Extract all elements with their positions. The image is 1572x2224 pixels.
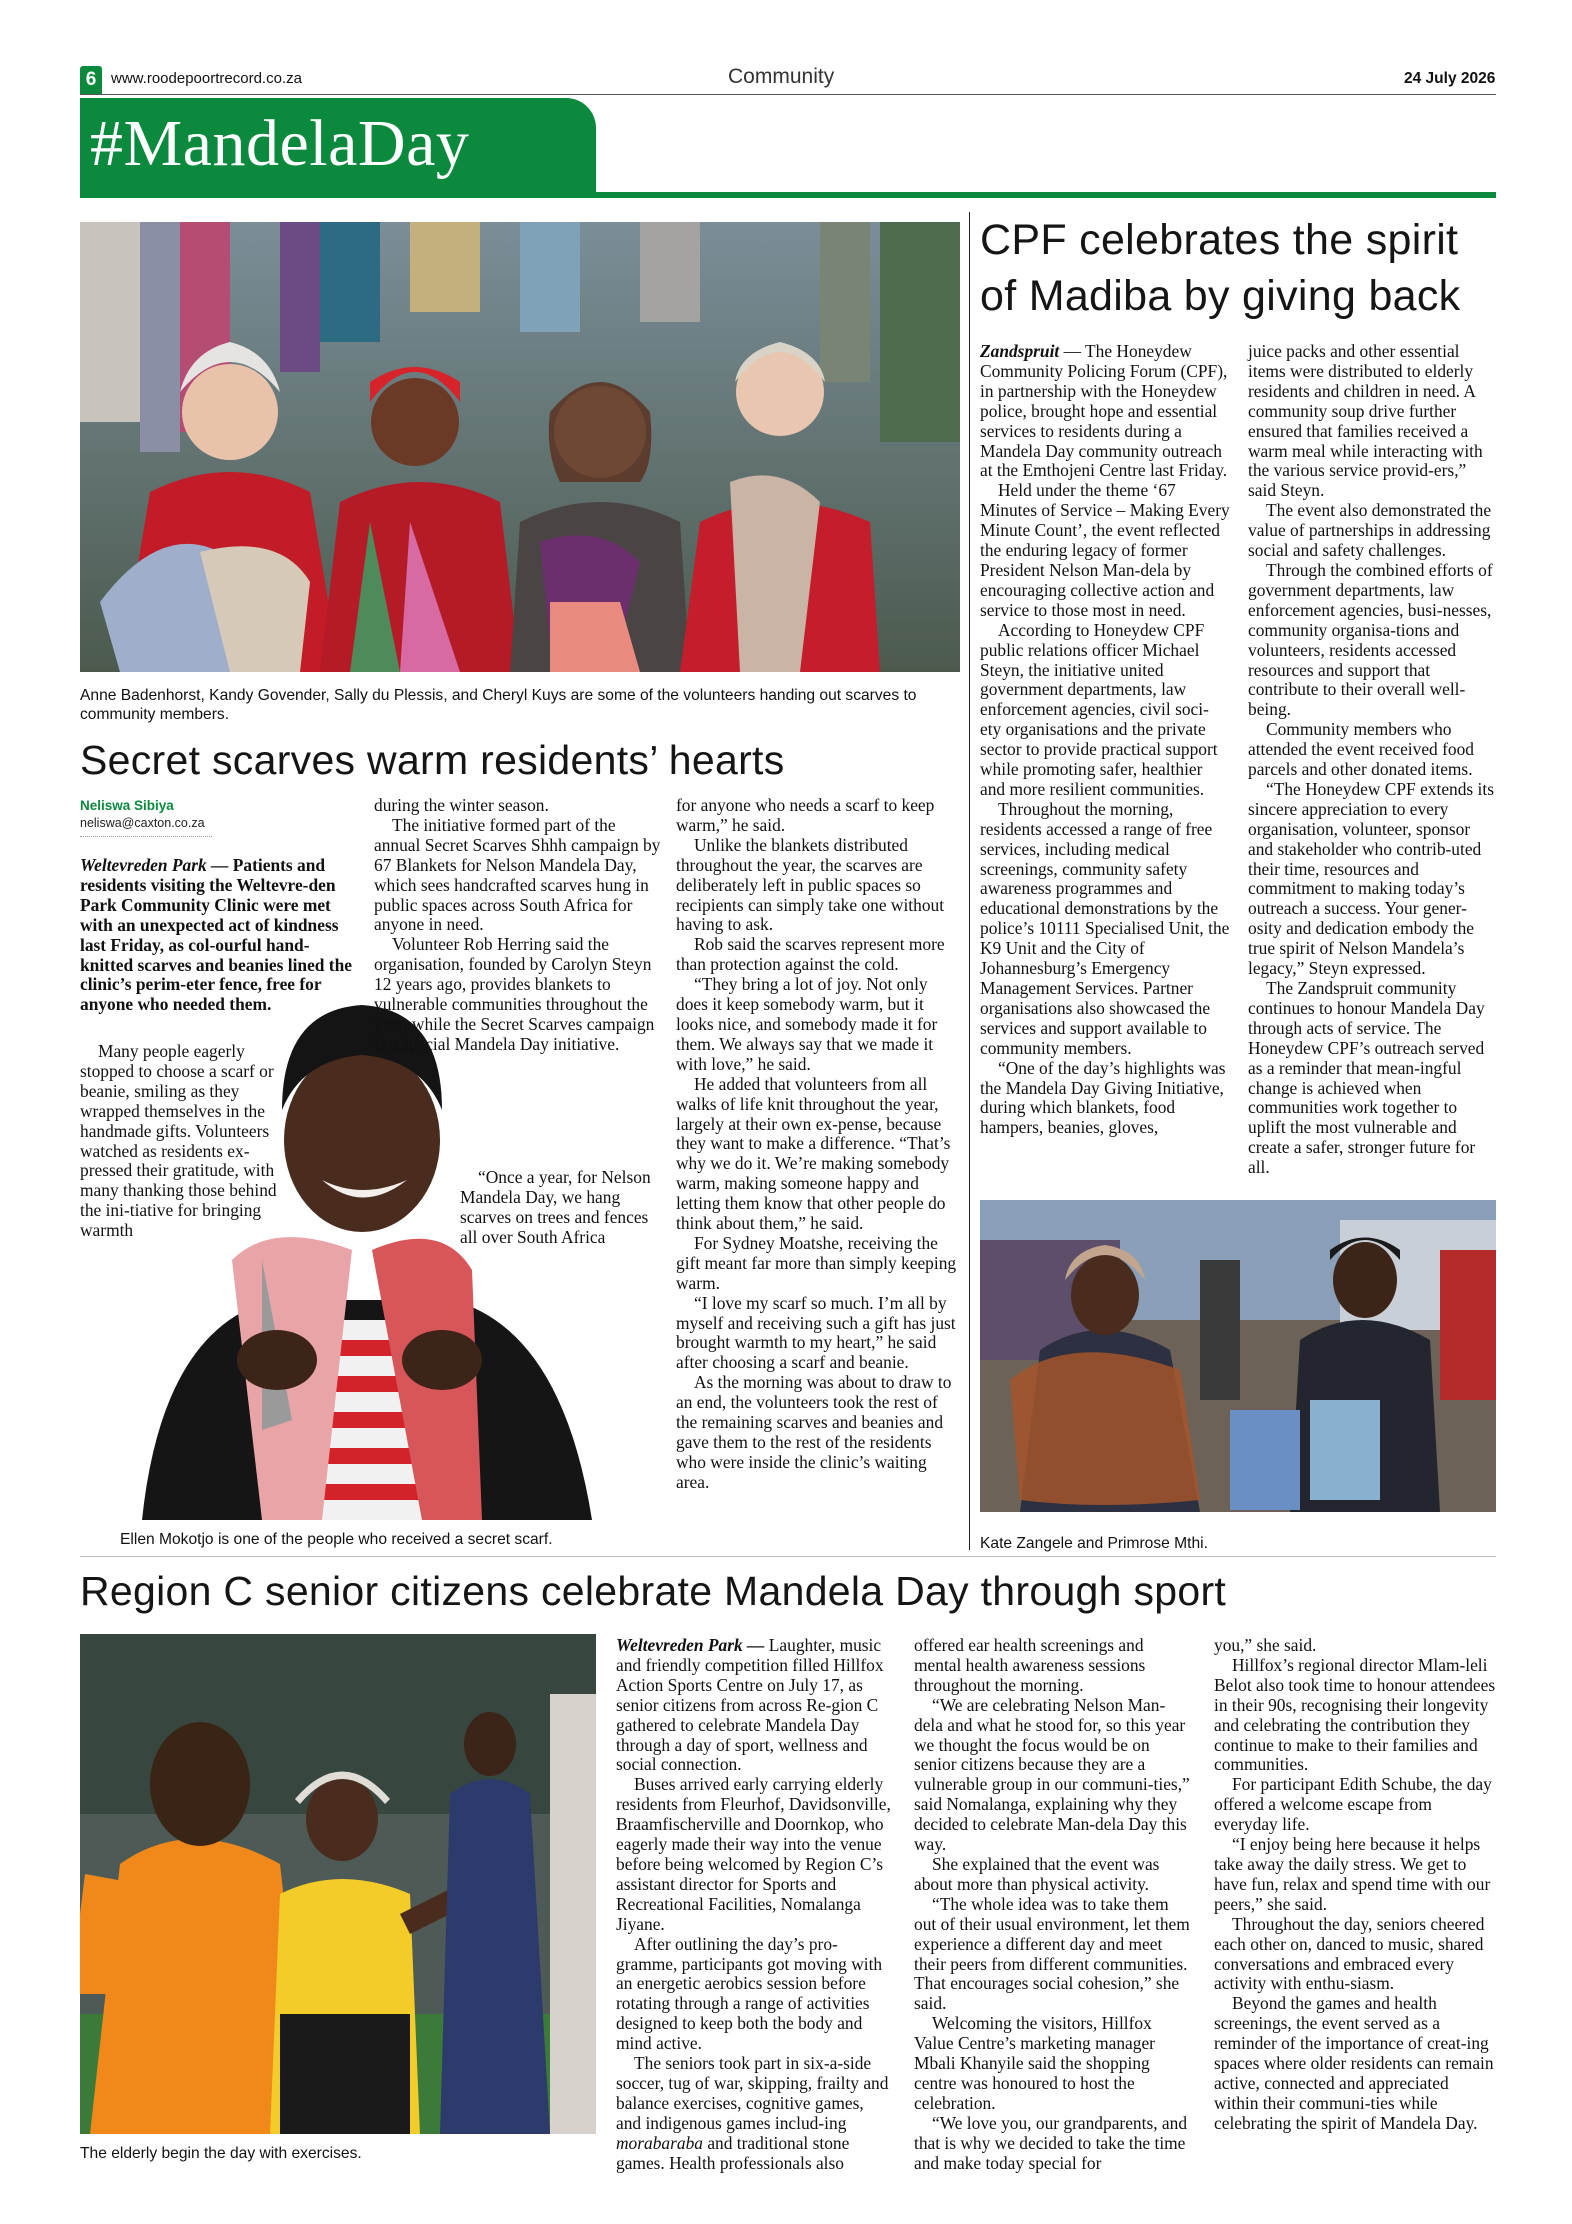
- sport-column-3: [1214, 1636, 1496, 2134]
- sport-paragraph: Hillfox’s regional director Mlam-leli Belot also took time to honour attendees in their 90s, recognising their longevity and celebrating the contribution they continue to make to their families and communities.: [1214, 1654, 1496, 1775]
- issue-date: 24 July 2026: [1404, 70, 1496, 87]
- volunteers-photo-caption: Anne Badenhorst, Kandy Govender, Sally du Plessis, and Cheryl Kuys are some of the volunteers handing out scarves to community members.: [80, 687, 917, 723]
- byline-rule: [80, 836, 212, 837]
- cpf-paragraph: Community members who attended the event received food parcels and other donated items.: [1248, 719, 1474, 780]
- banner-title: #MandelaDay: [90, 107, 470, 180]
- website-url[interactable]: www.roodepoortrecord.co.za: [111, 70, 302, 87]
- scarves-column-1: [80, 856, 356, 1015]
- scarves-paragraph: As the morning was about to draw to an end, the volunteers took the rest of the remaining scarves and beanies and gave them to the rest of the residents who were inside the clinic’s waiting area.: [676, 1372, 952, 1492]
- cpf-paragraph: Held under the theme ‘67 Minutes of Service – Making Every Minute Count’, the event reflected the enduring legacy of former President Nelson Man-dela by encouraging collective action and service to those most in need.: [980, 480, 1230, 620]
- section-rule: [80, 1556, 1496, 1557]
- scarves-column-2-wrap: [460, 1168, 662, 1248]
- sport-paragraph: After outlining the day’s pro-gramme, participants got moving with an energetic aerobics session before rotating through a range of activities designed to keep both the body and mind active.: [616, 1933, 883, 2054]
- sport-paragraph: “We love you, our grandparents, and that is why we decided to take the time and make today special for: [914, 2112, 1188, 2173]
- scarves-dateline: Weltevreden Park —: [80, 855, 229, 875]
- scarves-paragraph: “I love my scarf so much. I’m all by myself and receiving such a gift has just brought warmth to my heart,” he said after choosing a scarf and beanie.: [676, 1292, 956, 1373]
- sport-paragraph: Beyond the games and health screenings, the event served as a reminder of the importance of creat-ing spaces where older residents can remain active, connected and appreciated within their communi-ties while celebrating the spirit of Mandela Day.: [1214, 1993, 1494, 2133]
- scarves-paragraph: for anyone who needs a scarf to keep warm,” he said.: [676, 795, 935, 835]
- cpf-paragraph: Throughout the morning, residents accessed a range of free services, including medical screenings, community safety awareness programmes and educational demonstrations by the police’s 10111 Specialised Unit, the K9 Unit and the City of Johannesburg’s Emergency Management Services. Partner organisations also showcased the services and support available to community members.: [980, 798, 1230, 1058]
- section-title: Community: [728, 65, 835, 88]
- scarves-column-3: [676, 796, 958, 1493]
- sport-paragraph: She explained that the event was about more than physical activity.: [914, 1853, 1160, 1894]
- cpf-photo-caption: Kate Zangele and Primrose Mthi.: [980, 1535, 1208, 1552]
- cpf-headline-line-1: CPF celebrates the spirit: [980, 216, 1459, 264]
- cpf-paragraph: “One of the day’s highlights was the Mandela Day Giving Initiative, during which blankets, food hampers, beanies, gloves,: [980, 1057, 1226, 1138]
- header-rule: [80, 94, 1496, 95]
- exercise-photo: [80, 1634, 596, 2134]
- cpf-column-1: [980, 342, 1230, 1138]
- cpf-headline-line-2: of Madiba by giving back: [980, 272, 1461, 320]
- scarves-paragraph: The initiative formed part of the annual Secret Scarves Shhh campaign by 67 Blankets for Nelson Mandela Day, which sees handcrafted scarves hung in public spaces across South Africa for anyone in need.: [374, 814, 661, 935]
- byline-email[interactable]: neliswa@caxton.co.za: [80, 816, 205, 830]
- scarves-paragraph: “Once a year, for Nelson Mandela Day, we hang scarves on trees and fences all over South Africa: [460, 1167, 651, 1247]
- sport-paragraph: and traditional stone games. Health professionals also: [616, 2132, 850, 2173]
- scarves-paragraph: Rob said the scarves represent more than protection against the cold.: [676, 934, 945, 975]
- scarves-paragraph: Volunteer Rob Herring said the organisation, founded by Carolyn Steyn 12 years ago, provides blankets to vulnerable communities throughout the year, while the Secret Scarves campaign is a special Mandela Day initiative.: [374, 934, 655, 1054]
- sport-paragraph: For participant Edith Schube, the day offered a welcome escape from everyday life.: [1214, 1774, 1492, 1835]
- byline-name: Neliswa Sibiya: [80, 798, 174, 813]
- page-number-badge: 6: [80, 66, 102, 94]
- scarves-standfirst: Patients and residents visiting the Weltevre-den Park Community Clinic were met with an unexpected act of kindness last Friday, as col-ourful hand-knitted scarves and beanies lined the clinic’s perim-eter fence, free for anyone who needed them.: [80, 855, 352, 1015]
- sport-paragraph: Laughter, music and friendly competition filled Hillfox Action Sports Centre on July 17, as senior citizens from across Re-gion C gathered to celebrate Mandela Day through a day of sport, wellness and social connection.: [616, 1635, 884, 1775]
- scarves-column-2: [374, 796, 662, 1055]
- sport-italic-word: morabaraba: [616, 2132, 703, 2153]
- banner-underline: [80, 192, 1496, 198]
- scarves-paragraph: For Sydney Moatshe, receiving the gift meant far more than simply keeping warm.: [676, 1232, 957, 1293]
- sport-paragraph: “I enjoy being here because it helps take away the daily stress. We get to have fun, relax and spend time with our peers,” she said.: [1214, 1834, 1491, 1914]
- cpf-photo: [980, 1200, 1496, 1512]
- cpf-dateline: Zandspruit: [980, 341, 1060, 361]
- sport-column-1: [616, 1636, 892, 2173]
- sport-dateline: Weltevreden Park —: [616, 1635, 765, 1655]
- scarves-paragraph: He added that volunteers from all walks of life knit throughout the year, largely at their own ex-pense, because they want to make a difference. “That’s why we do it. We’re making somebody warm, making someone happy and letting them know that other people do think about them,” he said.: [676, 1073, 951, 1234]
- sport-paragraph: “We are celebrating Nelson Man-dela and what he stood for, so this year we thought the focus would be on senior citizens because they are a vulnerable group in our communi-ties,” said Nomalanga, explaining why they decided to celebrate Man-dela Day this way.: [914, 1694, 1190, 1855]
- scarves-paragraph: “They bring a lot of joy. Not only does it keep somebody warm, but it looks nice, and somebody made it for them. We always say that we made it with love,” he said.: [676, 974, 938, 1074]
- scarves-paragraph: Unlike the blankets distributed throughout the year, the scarves are deliberately left in public spaces so recipients can simply take one without having to ask.: [676, 834, 945, 935]
- sport-paragraph: Welcoming the visitors, Hillfox Value Centre’s marketing manager Mbali Khanyile said the shopping centre was honoured to host the celebration.: [914, 2013, 1155, 2113]
- sport-paragraph: The seniors took part in six-a-side soccer, tug of war, skipping, frailty and balance exercises, cognitive games, and indigenous games includ-ing: [616, 2053, 889, 2133]
- sport-paragraph: “The whole idea was to take them out of their usual environment, let them experience a different day and meet their peers from different communities. That encourages social cohesion,” she said.: [914, 1893, 1190, 2014]
- column-divider: [969, 212, 970, 1550]
- sport-column-2: [914, 1636, 1194, 2173]
- sport-paragraph: you,” she said.: [1214, 1635, 1317, 1655]
- cpf-paragraph: According to Honeydew CPF public relations officer Michael Steyn, the initiative united government departments, law enforcement agencies, civil soci-ety organisations and the private sector to provide practical support while promoting safer, healthier and more resilient communities.: [980, 619, 1218, 799]
- cpf-paragraph: Through the combined efforts of government departments, law enforcement agencies, busi-nesses, community organisa-tions and volunteers, residents accessed resources and support that contribute to their overall well-being.: [1248, 559, 1493, 720]
- scarves-paragraph: during the winter season.: [374, 795, 549, 815]
- cpf-column-2: [1248, 342, 1498, 1178]
- sport-headline: Region C senior citizens celebrate Mandela Day through sport: [80, 1568, 1227, 1614]
- sport-paragraph: Throughout the day, seniors cheered each other on, danced to music, shared conversations and embraced every activity with enthu-siasm.: [1214, 1913, 1485, 1994]
- cpf-paragraph: juice packs and other essential items were distributed to elderly residents and children in need. A community soup drive further ensured that families received a warm meal while interacting with the various service provid-ers,” said Steyn.: [1248, 341, 1483, 501]
- ellen-mokotjo-photo: [122, 1000, 602, 1520]
- cpf-headline: [980, 212, 1500, 324]
- volunteers-photo: [80, 222, 960, 672]
- ellen-photo-caption: Ellen Mokotjo is one of the people who received a secret scarf.: [120, 1531, 553, 1548]
- exercise-photo-caption: The elderly begin the day with exercises.: [80, 2145, 362, 2162]
- scarves-headline: Secret scarves warm residents’ hearts: [80, 737, 785, 783]
- cpf-paragraph: — The Honeydew Community Policing Forum (CPF), in partnership with the Honeydew police, brought hope and essential services to residents during a Mandela Day community outreach at the Emthojeni Centre last Friday.: [980, 341, 1228, 481]
- cpf-paragraph: The event also demonstrated the value of partnerships in addressing social and safety challenges.: [1248, 500, 1492, 561]
- scarves-paragraph: Many people eagerly stopped to choose a scarf or beanie, smiling as they wrapped themselves in the handmade gifts. Volunteers watched as residents ex-pressed their gratitude, with many thanking those behind the ini-tiative for bringing warmth: [80, 1041, 277, 1241]
- sport-paragraph: Buses arrived early carrying elderly residents from Fleurhof, Davidsonville, Braamfischerville and Doornkop, who eagerly made their way into the venue before being welcomed by Region C’s assistant director for Sports and Recreational Facilities, Nomalanga Jiyane.: [616, 1774, 891, 1934]
- sport-paragraph: offered ear health screenings and mental health awareness sessions throughout the morning.: [914, 1635, 1146, 1695]
- cpf-paragraph: “The Honeydew CPF extends its sincere appreciation to every organisation, volunteer, sponsor and stakeholder who contrib-uted their time, resources and commitment to making today’s outreach a success. Your gener-osity and dedication embody the true spirit of Nelson Mandela’s legacy,” Steyn expressed.: [1248, 778, 1494, 979]
- cpf-paragraph: The Zandspruit community continues to honour Mandela Day through acts of service. The Honeydew CPF’s outreach served as a reminder that mean-ingful change is achieved when communities work together to uplift the most vulnerable and create a safer, stronger future for all.: [1248, 978, 1485, 1178]
